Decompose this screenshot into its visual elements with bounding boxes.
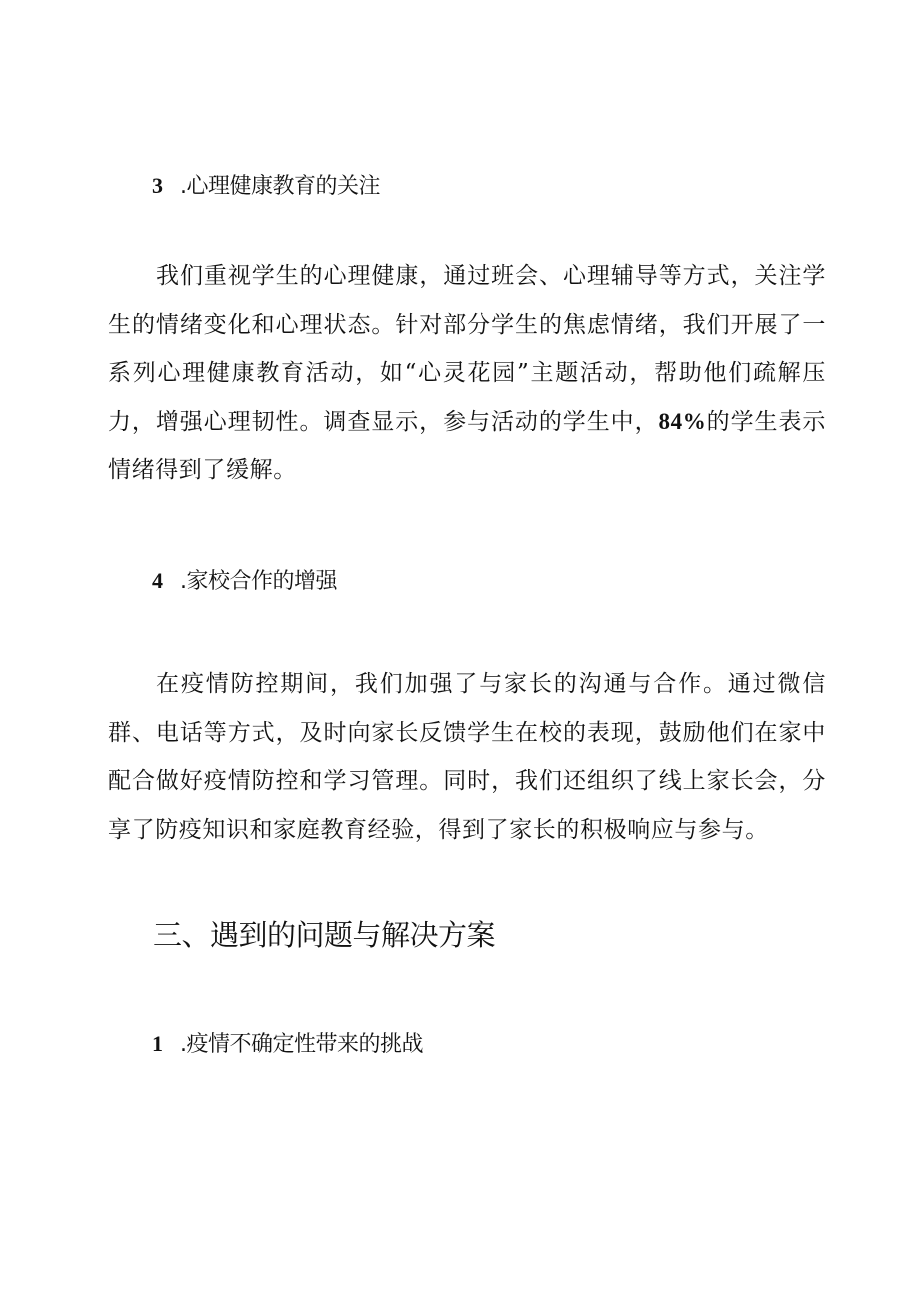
percent-value: 84% [658, 408, 707, 434]
paragraph-text: 在疫情防控期间，我们加强了与家长的沟通与合作。通过微信群、电话等方式，及时向家长反馈学生在校的表现，鼓励他们在家中配合做好疫情防控和学习管理。同时，我们还组织了线上家长会，分享了防疫知识和家庭教育经验，得到了家长的积极响应与参与。 [108, 671, 826, 843]
section-number: 4 [152, 568, 163, 593]
section-4-paragraph [108, 660, 826, 854]
section-title: .疫情不确定性带来的挑战 [180, 1032, 423, 1057]
section-number: 3 [152, 173, 163, 198]
section-title: .心理健康教育的关注 [180, 174, 380, 199]
section-3-heading [152, 171, 380, 202]
paragraph-text-end: 的学生表示情绪得到了缓解。 [108, 408, 827, 483]
subsection-1-heading [152, 1029, 423, 1060]
section-title: .家校合作的增强 [180, 569, 337, 594]
chapter-title: 三、遇到的问题与解决方案 [153, 918, 496, 952]
section-number: 1 [152, 1031, 163, 1056]
section-3-paragraph [108, 252, 826, 495]
paragraph-text: 我们重视学生的心理健康，通过班会、心理辅导等方式，关注学生的情绪变化和心理状态。针对部分学生的焦虑情绪，我们开展了一系列心理健康教育活动，如“心灵花园”主题活动，帮助他们疏解压力，增强心理韧性。调查显示，参与活动的学生中， [108, 263, 826, 435]
section-4-heading [152, 566, 337, 597]
